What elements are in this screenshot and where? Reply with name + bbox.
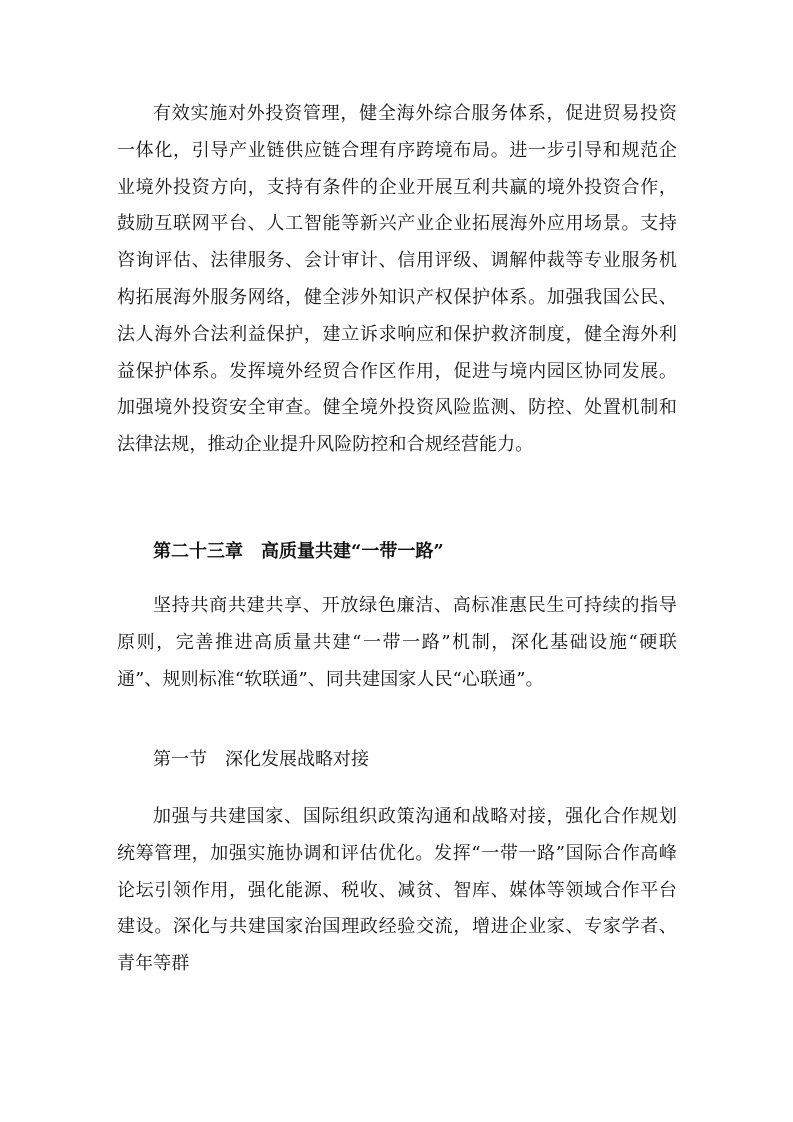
section-heading: 第一节 深化发展战略对接 <box>153 749 369 770</box>
body-paragraph: 加强与共建国家、国际组织政策沟通和战略对接，强化合作规划统筹管理，加强实施协调和评估优化。发挥“一带一路”国际合作高峰论坛引领作用，强化能源、税收、减贫、智库、媒体等领域合作平台建设。深化与共建国家治国理政经验交流，增进企业家、专家学者、青年等群 <box>117 806 677 975</box>
chapter-heading: 第二十三章 高质量共建“一带一路” <box>153 541 444 562</box>
body-paragraph: 有效实施对外投资管理，健全海外综合服务体系，促进贸易投资一体化，引导产业链供应链合理有序跨境布局。进一步引导和规范企业境外投资方向，支持有条件的企业开展互利共赢的境外投资合作，鼓励互联网平台、人工智能等新兴产业企业拓展海外应用场景。支持咨询评估、法律服务、会计审计、信用评级、调解仲裁等专业服务机构拓展海外服务网络，健全涉外知识产权保护体系。加强我国公民、法人海外合法利益保护，建立诉求响应和保护救济制度，健全海外利益保护体系。发挥境外经贸合作区作用，促进与境内园区协同发展。加强境外投资安全审查。健全境外投资风险监测、防控、处置机制和法律法规，推动企业提升风险防控和合规经营能力。 <box>117 103 677 456</box>
body-paragraph: 坚持共商共建共享、开放绿色廉洁、高标准惠民生可持续的指导原则，完善推进高质量共建“一带一路”机制，深化基础设施“硬联通”、规则标准“软联通”、同共建国家人民“心联通”。 <box>117 595 677 690</box>
